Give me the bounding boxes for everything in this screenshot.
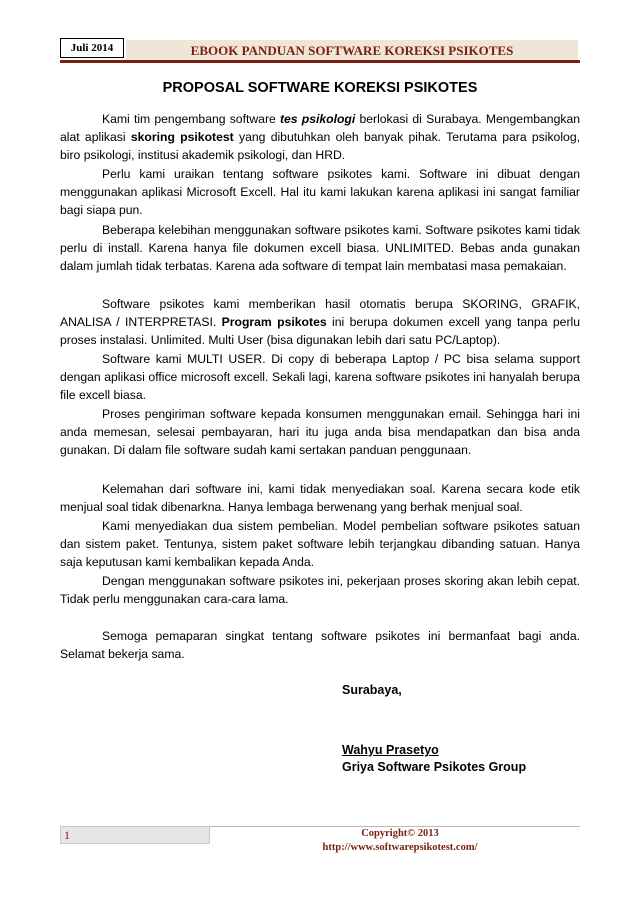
paragraph xyxy=(60,627,580,663)
header-date: Juli 2014 xyxy=(60,38,124,58)
emphasis-text: skoring psikotest xyxy=(130,130,234,144)
document-title: PROPOSAL SOFTWARE KOREKSI PSIKOTES xyxy=(162,80,478,96)
footer-copyright: Copyright© 2013 xyxy=(361,828,439,839)
paragraph-text: Beberapa kelebihan menggunakan software psikotes kami. Software psikotes kami tidak perlu di install. Karena hanya file dokumen excell biasa. UNLIMITED. Bebas anda gunakan dalam jumlah tidak terbatas. Karena ada software di tempat lain membatasi masa pemakaian. xyxy=(60,223,580,273)
paragraph xyxy=(60,350,580,404)
footer-url: http://www.softwarepsikotest.com/ xyxy=(322,842,478,853)
paragraph-text: Perlu kami uraikan tentang software psikotes kami. Software ini dibuat dengan menggunakan aplikasi Microsoft Excell. Hal itu kami lakukan karena aplikasi ini sangat familiar bagi siapa pun. xyxy=(60,167,580,217)
paragraph-text: Software psikotes kami memberikan hasil otomatis berupa SKORING, GRAFIK, ANALISA / INTERPRETASI. xyxy=(60,297,580,329)
paragraph xyxy=(60,517,580,571)
paragraph-text: Proses pengiriman software kepada konsumen menggunakan email. Sehingga hari ini anda memesan, selesai pembayaran, hari itu juga anda bisa mendapatkan dan bisa anda gunakan. Di dalam file software sudah kami sertakan panduan penggunaan. xyxy=(60,407,580,457)
emphasis-text: tes psikologi xyxy=(279,112,356,126)
header-title: EBOOK PANDUAN SOFTWARE KOREKSI PSIKOTES xyxy=(126,40,578,60)
paragraph xyxy=(60,572,580,608)
page-number: 1 xyxy=(60,826,210,844)
paragraph-text: ini berupa dokumen excell yang tanpa perlu proses instalasi. Unlimited. Multi User (bisa digunakan lebih dari satu PC/Laptop). xyxy=(60,315,581,347)
footer-copyright-block xyxy=(300,827,500,855)
paragraph xyxy=(60,221,580,275)
paragraph-text: Kami menyediakan dua sistem pembelian. Model pembelian software psikotes satuan dan sistem paket. Tentunya, sistem paket software lebih terjangkau dibanding satuan. Hanya saja keputusan kami kembalikan kepada Anda. xyxy=(60,519,580,569)
paragraph-text: Semoga pemaparan singkat tentang software psikotes ini bermanfaat bagi anda. Selamat bekerja sama. xyxy=(60,629,580,661)
paragraph-text: Kami tim pengembang software xyxy=(102,112,280,126)
paragraph-text: Software kami MULTI USER. Di copy di beberapa Laptop / PC bisa selama support dengan aplikasi office microsoft excell. Sekali lagi, karena software psikotes ini hanyalah berupa file excell biasa. xyxy=(60,352,580,402)
paragraph xyxy=(60,110,580,164)
signature-organization: Griya Software Psikotes Group xyxy=(342,760,527,774)
paragraph xyxy=(60,405,580,459)
paragraph xyxy=(60,480,580,516)
paragraph-text: yang dibutuhkan oleh banyak pihak. Terutama para psikolog, biro psikologi, institusi akademik psikologi, dan HRD. xyxy=(60,130,580,162)
paragraph-text: Kelemahan dari software ini, kami tidak menyediakan soal. Karena secara kode etik menjual soal tidak dibenarkna. Hanya lembaga berwenang yang berhak menjual soal. xyxy=(60,482,580,514)
paragraph-text: Dengan menggunakan software psikotes ini, pekerjaan proses skoring akan lebih cepat. Tidak perlu menggunakan cara-cara lama. xyxy=(60,574,580,606)
paragraph xyxy=(60,165,580,219)
emphasis-text: Program psikotes xyxy=(221,315,327,329)
signature-city: Surabaya, xyxy=(342,683,402,697)
signature-name: Wahyu Prasetyo xyxy=(342,743,439,757)
paragraph xyxy=(60,295,580,349)
paragraph-text: berlokasi di Surabaya. Mengembangkan alat aplikasi xyxy=(60,112,580,144)
